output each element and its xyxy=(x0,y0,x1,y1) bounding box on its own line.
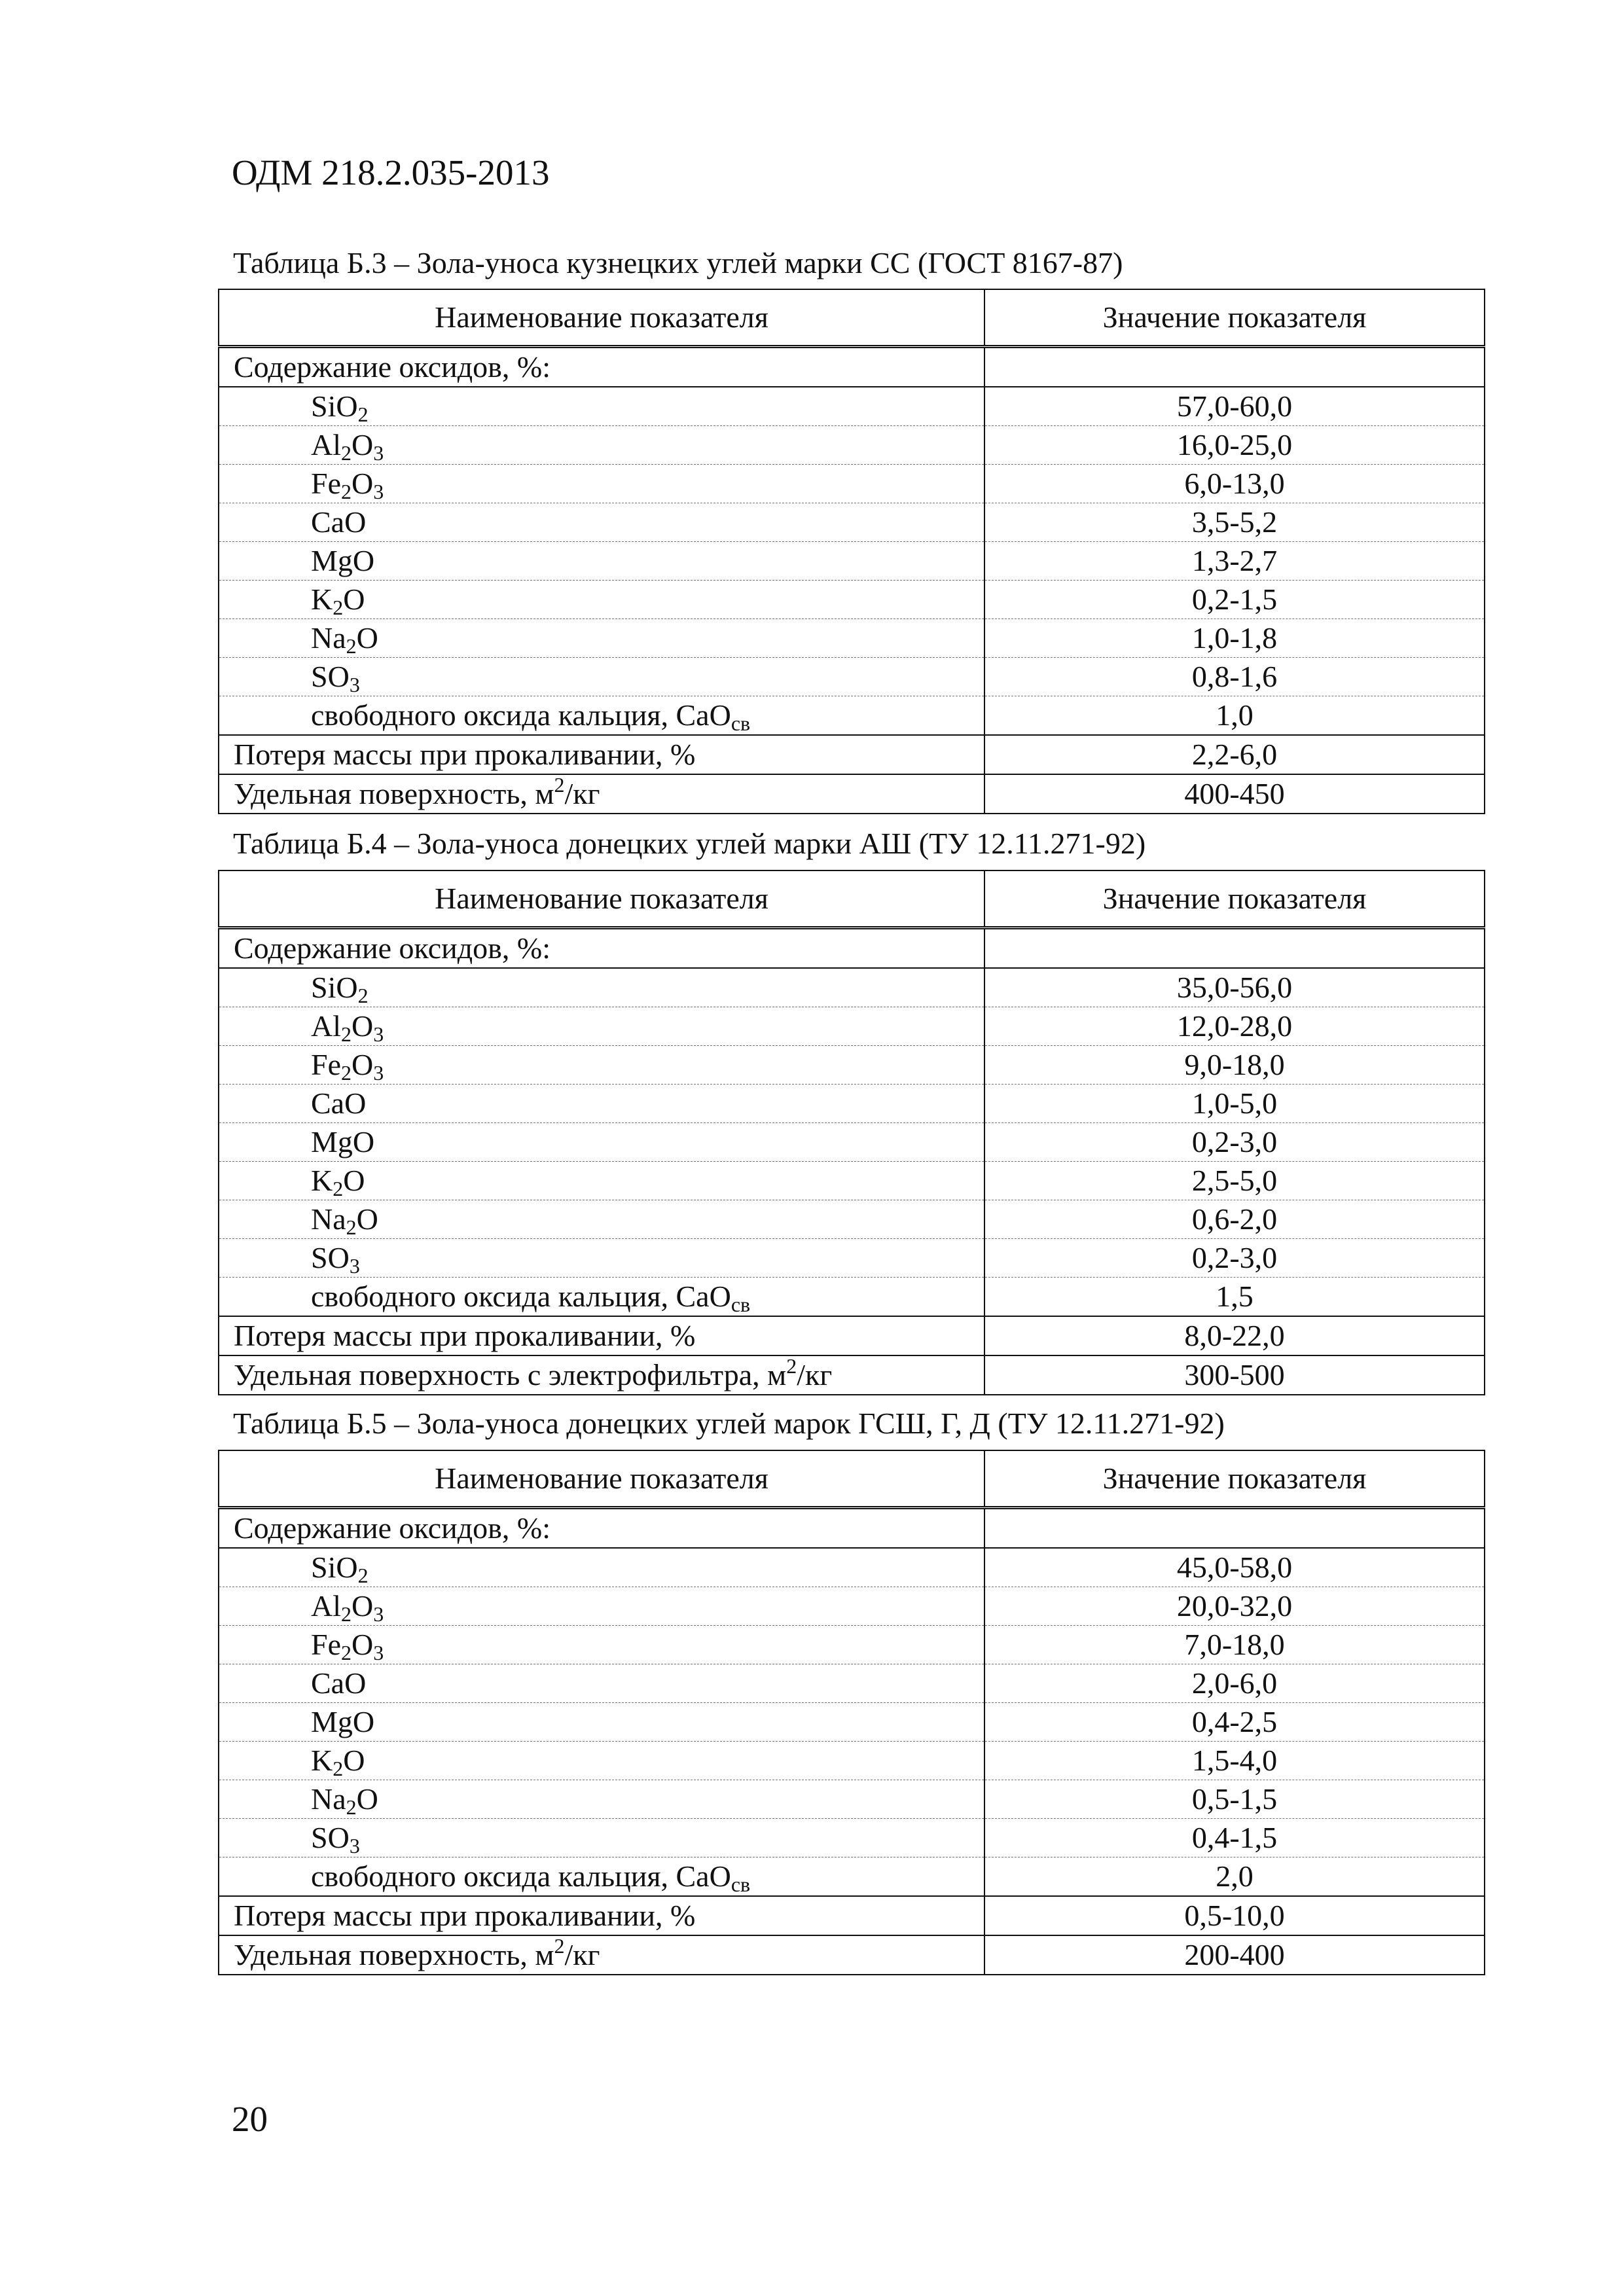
oxide-formula-base: Fe xyxy=(311,1628,341,1661)
surface-row xyxy=(219,774,1485,814)
column-header-value: Значение показателя xyxy=(984,289,1485,347)
oxide-formula-subscript-2: 3 xyxy=(373,1061,384,1085)
surface-label-text: Удельная поверхность с электрофильтра, м xyxy=(234,1358,787,1391)
document-code: ОДМ 218.2.035-2013 xyxy=(232,152,550,192)
section-row xyxy=(219,928,1485,969)
table-row xyxy=(219,1664,1485,1703)
column-header-value: Значение показателя xyxy=(984,870,1485,928)
loss-value: 8,0-22,0 xyxy=(984,1316,1485,1355)
oxide-formula-base: свободного оксида кальция, CaO xyxy=(311,1859,731,1893)
surface-row xyxy=(219,1935,1485,1975)
table-row xyxy=(219,503,1485,542)
loss-label: Потеря массы при прокаливании, % xyxy=(219,1316,984,1355)
loss-row xyxy=(219,1896,1485,1935)
oxide-value: 0,2-1,5 xyxy=(984,581,1485,619)
oxide-name xyxy=(219,387,984,426)
data-table xyxy=(218,1450,1485,1975)
oxide-formula-base: K xyxy=(311,1164,333,1197)
oxide-value: 1,0-5,0 xyxy=(984,1085,1485,1123)
table-caption: Таблица Б.5 – Зола-уноса донецких углей марок ГСШ, Г, Д (ТУ 12.11.271-92) xyxy=(233,1407,1225,1440)
oxide-formula-base: свободного оксида кальция, CaO xyxy=(311,1280,731,1313)
table-row xyxy=(219,1239,1485,1278)
oxide-formula-subscript: 2 xyxy=(333,596,344,619)
oxide-formula-subscript: св xyxy=(731,1873,751,1896)
table-row xyxy=(219,1046,1485,1085)
oxide-name xyxy=(219,1123,984,1162)
oxide-name xyxy=(219,503,984,542)
surface-label-text: Удельная поверхность, м xyxy=(234,777,554,810)
loss-row xyxy=(219,735,1485,774)
header-row xyxy=(219,870,1485,928)
oxide-name xyxy=(219,426,984,465)
oxide-formula-base: Na xyxy=(311,1202,346,1236)
oxide-name xyxy=(219,1819,984,1857)
oxide-name xyxy=(219,1239,984,1278)
oxide-value: 0,4-1,5 xyxy=(984,1819,1485,1857)
oxide-formula-base: MgO xyxy=(311,544,375,577)
oxide-formula-base: MgO xyxy=(311,1705,375,1738)
surface-label-superscript: 2 xyxy=(786,1355,797,1378)
oxide-formula-base: CaO xyxy=(311,1086,367,1120)
oxide-formula-tail: O xyxy=(356,621,378,655)
surface-label-superscript: 2 xyxy=(554,1935,565,1958)
table-row xyxy=(219,696,1485,736)
table-row xyxy=(219,1123,1485,1162)
table-row xyxy=(219,1819,1485,1857)
section-label: Содержание оксидов, %: xyxy=(219,928,984,969)
oxide-formula-subscript: 2 xyxy=(357,1564,369,1587)
oxide-value: 20,0-32,0 xyxy=(984,1587,1485,1626)
oxide-formula-base: Al xyxy=(311,1589,341,1623)
table-row xyxy=(219,1703,1485,1742)
oxide-formula-subscript-2: 3 xyxy=(373,1641,384,1664)
oxide-formula-base: K xyxy=(311,583,333,616)
oxide-name xyxy=(219,581,984,619)
oxide-value: 1,0-1,8 xyxy=(984,619,1485,658)
oxide-formula-base: SO xyxy=(311,1821,350,1854)
oxide-formula-subscript: 2 xyxy=(341,1061,352,1085)
header-row xyxy=(219,1450,1485,1508)
section-label: Содержание оксидов, %: xyxy=(219,347,984,387)
oxide-formula-base: SO xyxy=(311,660,350,693)
surface-label xyxy=(219,1355,984,1395)
oxide-value: 7,0-18,0 xyxy=(984,1626,1485,1664)
oxide-value: 0,6-2,0 xyxy=(984,1200,1485,1239)
oxide-formula-subscript-2: 3 xyxy=(373,441,384,465)
surface-label xyxy=(219,1935,984,1975)
oxide-formula-base: SiO xyxy=(311,389,358,423)
oxide-value: 0,2-3,0 xyxy=(984,1239,1485,1278)
table-caption: Таблица Б.3 – Зола-уноса кузнецких углей марки СС (ГОСТ 8167-87) xyxy=(233,246,1123,279)
oxide-formula-base: K xyxy=(311,1744,333,1777)
header-row xyxy=(219,289,1485,347)
table-row xyxy=(219,426,1485,465)
oxide-name xyxy=(219,1007,984,1046)
table-row xyxy=(219,658,1485,696)
oxide-formula-subscript: 2 xyxy=(341,1641,352,1664)
oxide-formula-subscript: 3 xyxy=(349,673,360,696)
oxide-formula-subscript: 2 xyxy=(346,1215,357,1239)
oxide-formula-tail: O xyxy=(352,467,374,500)
table-row xyxy=(219,1742,1485,1780)
oxide-name xyxy=(219,619,984,658)
surface-value: 300-500 xyxy=(984,1355,1485,1395)
oxide-formula-subscript: 3 xyxy=(349,1254,360,1278)
oxide-value: 3,5-5,2 xyxy=(984,503,1485,542)
oxide-value: 16,0-25,0 xyxy=(984,426,1485,465)
section-row xyxy=(219,347,1485,387)
oxide-formula-subscript: 2 xyxy=(333,1757,344,1780)
column-header-name: Наименование показателя xyxy=(219,289,984,347)
oxide-value: 0,8-1,6 xyxy=(984,658,1485,696)
table-row xyxy=(219,465,1485,503)
oxide-name xyxy=(219,1587,984,1626)
table-row xyxy=(219,1587,1485,1626)
oxide-value: 1,3-2,7 xyxy=(984,542,1485,581)
surface-label-unit: /кг xyxy=(797,1358,833,1391)
table-row xyxy=(219,1085,1485,1123)
oxide-value: 1,5-4,0 xyxy=(984,1742,1485,1780)
oxide-formula-base: CaO xyxy=(311,505,367,539)
loss-value: 0,5-10,0 xyxy=(984,1896,1485,1935)
loss-label: Потеря массы при прокаливании, % xyxy=(219,735,984,774)
loss-row xyxy=(219,1316,1485,1355)
oxide-value: 0,2-3,0 xyxy=(984,1123,1485,1162)
column-header-name: Наименование показателя xyxy=(219,870,984,928)
oxide-formula-subscript: св xyxy=(731,711,751,735)
oxide-formula-base: Na xyxy=(311,1782,346,1816)
oxide-formula-base: Al xyxy=(311,1009,341,1043)
oxide-value: 6,0-13,0 xyxy=(984,465,1485,503)
oxide-formula-subscript: 2 xyxy=(333,1177,344,1200)
table-row xyxy=(219,1857,1485,1897)
table-row xyxy=(219,1278,1485,1317)
oxide-formula-base: Fe xyxy=(311,1048,341,1081)
oxide-formula-tail: O xyxy=(356,1782,378,1816)
oxide-name xyxy=(219,1780,984,1819)
oxide-formula-subscript: 2 xyxy=(341,441,352,465)
table-row xyxy=(219,581,1485,619)
section-row xyxy=(219,1508,1485,1549)
oxide-formula-tail: O xyxy=(352,1048,374,1081)
section-value xyxy=(984,1508,1485,1549)
oxide-name xyxy=(219,542,984,581)
section-value xyxy=(984,347,1485,387)
loss-label: Потеря массы при прокаливании, % xyxy=(219,1896,984,1935)
oxide-value: 12,0-28,0 xyxy=(984,1007,1485,1046)
oxide-formula-base: SiO xyxy=(311,1551,358,1584)
oxide-formula-base: MgO xyxy=(311,1125,375,1158)
oxide-formula-subscript-2: 3 xyxy=(373,1602,384,1626)
surface-label-unit: /кг xyxy=(564,1938,600,1971)
surface-label xyxy=(219,774,984,814)
oxide-formula-tail: O xyxy=(352,1589,374,1623)
section-value xyxy=(984,928,1485,969)
table-row xyxy=(219,542,1485,581)
table-row xyxy=(219,968,1485,1007)
oxide-value: 0,4-2,5 xyxy=(984,1703,1485,1742)
table-row xyxy=(219,1162,1485,1200)
oxide-name xyxy=(219,1626,984,1664)
surface-value: 400-450 xyxy=(984,774,1485,814)
surface-label-superscript: 2 xyxy=(554,774,565,797)
section-label: Содержание оксидов, %: xyxy=(219,1508,984,1549)
oxide-value: 57,0-60,0 xyxy=(984,387,1485,426)
oxide-value: 9,0-18,0 xyxy=(984,1046,1485,1085)
surface-label-text: Удельная поверхность, м xyxy=(234,1938,554,1971)
oxide-formula-tail: O xyxy=(343,1164,365,1197)
oxide-formula-tail: O xyxy=(352,428,374,461)
oxide-name xyxy=(219,1703,984,1742)
oxide-formula-subscript: 3 xyxy=(349,1834,360,1857)
oxide-formula-subscript: 2 xyxy=(346,1795,357,1819)
oxide-name xyxy=(219,968,984,1007)
oxide-formula-subscript: св xyxy=(731,1293,751,1316)
oxide-name xyxy=(219,696,984,736)
page-number: 20 xyxy=(232,2099,268,2139)
oxide-name xyxy=(219,1857,984,1897)
table-row xyxy=(219,1626,1485,1664)
oxide-formula-subscript: 2 xyxy=(341,480,352,503)
oxide-name xyxy=(219,1664,984,1703)
oxide-formula-subscript: 2 xyxy=(346,634,357,658)
oxide-formula-tail: O xyxy=(343,583,365,616)
data-table xyxy=(218,870,1485,1395)
oxide-formula-base: SiO xyxy=(311,971,358,1004)
oxide-name xyxy=(219,1278,984,1317)
oxide-formula-subscript: 2 xyxy=(357,403,369,426)
oxide-value: 35,0-56,0 xyxy=(984,968,1485,1007)
surface-row xyxy=(219,1355,1485,1395)
oxide-formula-base: SO xyxy=(311,1241,350,1274)
oxide-name xyxy=(219,465,984,503)
table-row xyxy=(219,619,1485,658)
oxide-formula-subscript: 2 xyxy=(341,1602,352,1626)
oxide-name xyxy=(219,1200,984,1239)
oxide-value: 1,0 xyxy=(984,696,1485,736)
table-row xyxy=(219,1780,1485,1819)
oxide-formula-tail: O xyxy=(343,1744,365,1777)
surface-label-unit: /кг xyxy=(564,777,600,810)
oxide-name xyxy=(219,1548,984,1587)
oxide-value: 2,5-5,0 xyxy=(984,1162,1485,1200)
column-header-name: Наименование показателя xyxy=(219,1450,984,1508)
oxide-formula-subscript: 2 xyxy=(357,984,369,1007)
loss-value: 2,2-6,0 xyxy=(984,735,1485,774)
column-header-value: Значение показателя xyxy=(984,1450,1485,1508)
oxide-value: 0,5-1,5 xyxy=(984,1780,1485,1819)
oxide-formula-tail: O xyxy=(356,1202,378,1236)
oxide-formula-subscript-2: 3 xyxy=(373,1022,384,1046)
oxide-name xyxy=(219,1742,984,1780)
oxide-formula-subscript-2: 3 xyxy=(373,480,384,503)
oxide-value: 1,5 xyxy=(984,1278,1485,1317)
oxide-formula-tail: O xyxy=(352,1628,374,1661)
oxide-formula-base: Al xyxy=(311,428,341,461)
data-table xyxy=(218,289,1485,814)
table-row xyxy=(219,387,1485,426)
oxide-value: 2,0 xyxy=(984,1857,1485,1897)
oxide-value: 2,0-6,0 xyxy=(984,1664,1485,1703)
oxide-formula-base: CaO xyxy=(311,1666,367,1700)
table-row xyxy=(219,1200,1485,1239)
oxide-name xyxy=(219,1046,984,1085)
surface-value: 200-400 xyxy=(984,1935,1485,1975)
oxide-formula-subscript: 2 xyxy=(341,1022,352,1046)
oxide-formula-base: Fe xyxy=(311,467,341,500)
table-row xyxy=(219,1007,1485,1046)
oxide-name xyxy=(219,658,984,696)
oxide-formula-base: Na xyxy=(311,621,346,655)
oxide-name xyxy=(219,1162,984,1200)
table-row xyxy=(219,1548,1485,1587)
oxide-formula-base: свободного оксида кальция, CaO xyxy=(311,698,731,732)
oxide-name xyxy=(219,1085,984,1123)
oxide-value: 45,0-58,0 xyxy=(984,1548,1485,1587)
table-caption: Таблица Б.4 – Зола-уноса донецких углей марки АШ (ТУ 12.11.271-92) xyxy=(233,827,1146,860)
oxide-formula-tail: O xyxy=(352,1009,374,1043)
